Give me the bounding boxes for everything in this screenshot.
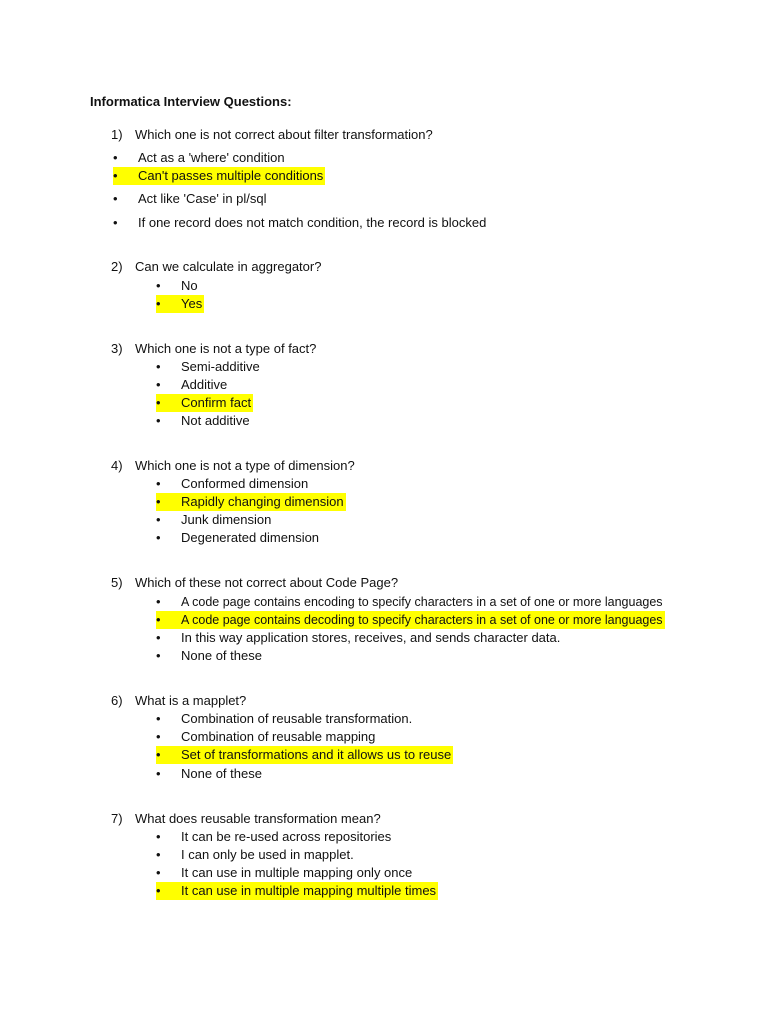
option-6-2: • Combination of reusable mapping [156,729,376,744]
question-4 [0,457,768,475]
option-6-3-highlighted: • Set of transformations and it allows us to reuse [156,747,452,762]
option-6-4: • None of these [156,766,262,781]
option-7-2: • I can only be used in mapplet. [156,847,354,862]
question-text: What is a mapplet? [135,693,247,708]
bullet-icon: • [156,829,161,844]
document-title: Informatica Interview Questions: [90,94,292,109]
option-4-2-highlighted: • Rapidly changing dimension [156,494,344,509]
bullet-icon: • [156,476,161,491]
option-5-4: • None of these [156,648,262,663]
question-2 [0,258,768,276]
bullet-icon: • [156,747,161,762]
question-6 [0,692,768,710]
option-6-1: • Combination of reusable transformation. [156,711,413,726]
bullet-icon: • [156,413,161,428]
option-2-2-highlighted: • Yes [156,296,203,311]
option-5-3: • In this way application stores, receives, and sends character data. [156,630,561,645]
bullet-icon: • [156,883,161,898]
question-text: Which one is not a type of fact? [135,341,317,356]
option-7-1: • It can be re-used across repositories [156,829,392,844]
question-1 [0,126,768,144]
bullet-icon: • [156,865,161,880]
bullet-icon: • [156,766,161,781]
bullet-icon: • [156,278,161,293]
question-number: 5) [111,575,123,590]
option-7-3: • It can use in multiple mapping only once [156,865,413,880]
question-text: What does reusable transformation mean? [135,811,381,826]
option-1-1: • Act as a 'where' condition [113,150,285,165]
option-4-4: • Degenerated dimension [156,530,320,545]
question-text: Which one is not correct about filter transformation? [135,127,433,142]
question-text: Can we calculate in aggregator? [135,259,322,274]
bullet-icon: • [156,729,161,744]
question-number: 6) [111,693,123,708]
question-5 [0,574,768,592]
bullet-icon: • [156,711,161,726]
option-1-4: • If one record does not match condition, the record is blocked [113,215,487,230]
option-4-3: • Junk dimension [156,512,272,527]
bullet-icon: • [156,847,161,862]
option-4-1: • Conformed dimension [156,476,309,491]
option-7-4-highlighted: • It can use in multiple mapping multiple times [156,883,437,898]
option-1-3: • Act like 'Case' in pl/sql [113,191,267,206]
bullet-icon: • [156,359,161,374]
bullet-icon: • [156,296,161,311]
option-3-3-highlighted: • Confirm fact [156,395,252,410]
question-text: Which of these not correct about Code Page? [135,575,399,590]
bullet-icon: • [156,594,161,609]
bullet-icon: • [156,395,161,410]
bullet-icon: • [113,150,118,165]
bullet-icon: • [156,494,161,509]
option-1-2-highlighted: • Can't passes multiple conditions [113,168,324,183]
option-5-2-highlighted: • A code page contains decoding to specify characters in a set of one or more languages [156,612,663,627]
bullet-icon: • [156,630,161,645]
bullet-icon: • [113,168,118,183]
question-7 [0,810,768,828]
question-number: 2) [111,259,123,274]
bullet-icon: • [113,215,118,230]
question-number: 4) [111,458,123,473]
question-text: Which one is not a type of dimension? [135,458,355,473]
bullet-icon: • [156,512,161,527]
bullet-icon: • [156,612,161,627]
question-3 [0,340,768,358]
option-2-1: • No [156,278,198,293]
bullet-icon: • [156,530,161,545]
option-3-2: • Additive [156,377,228,392]
bullet-icon: • [156,377,161,392]
bullet-icon: • [113,191,118,206]
question-number: 1) [111,127,123,142]
option-3-4: • Not additive [156,413,250,428]
option-3-1: • Semi-additive [156,359,260,374]
bullet-icon: • [156,648,161,663]
question-number: 7) [111,811,123,826]
option-5-1: • A code page contains encoding to specify characters in a set of one or more languages [156,594,663,609]
question-number: 3) [111,341,123,356]
